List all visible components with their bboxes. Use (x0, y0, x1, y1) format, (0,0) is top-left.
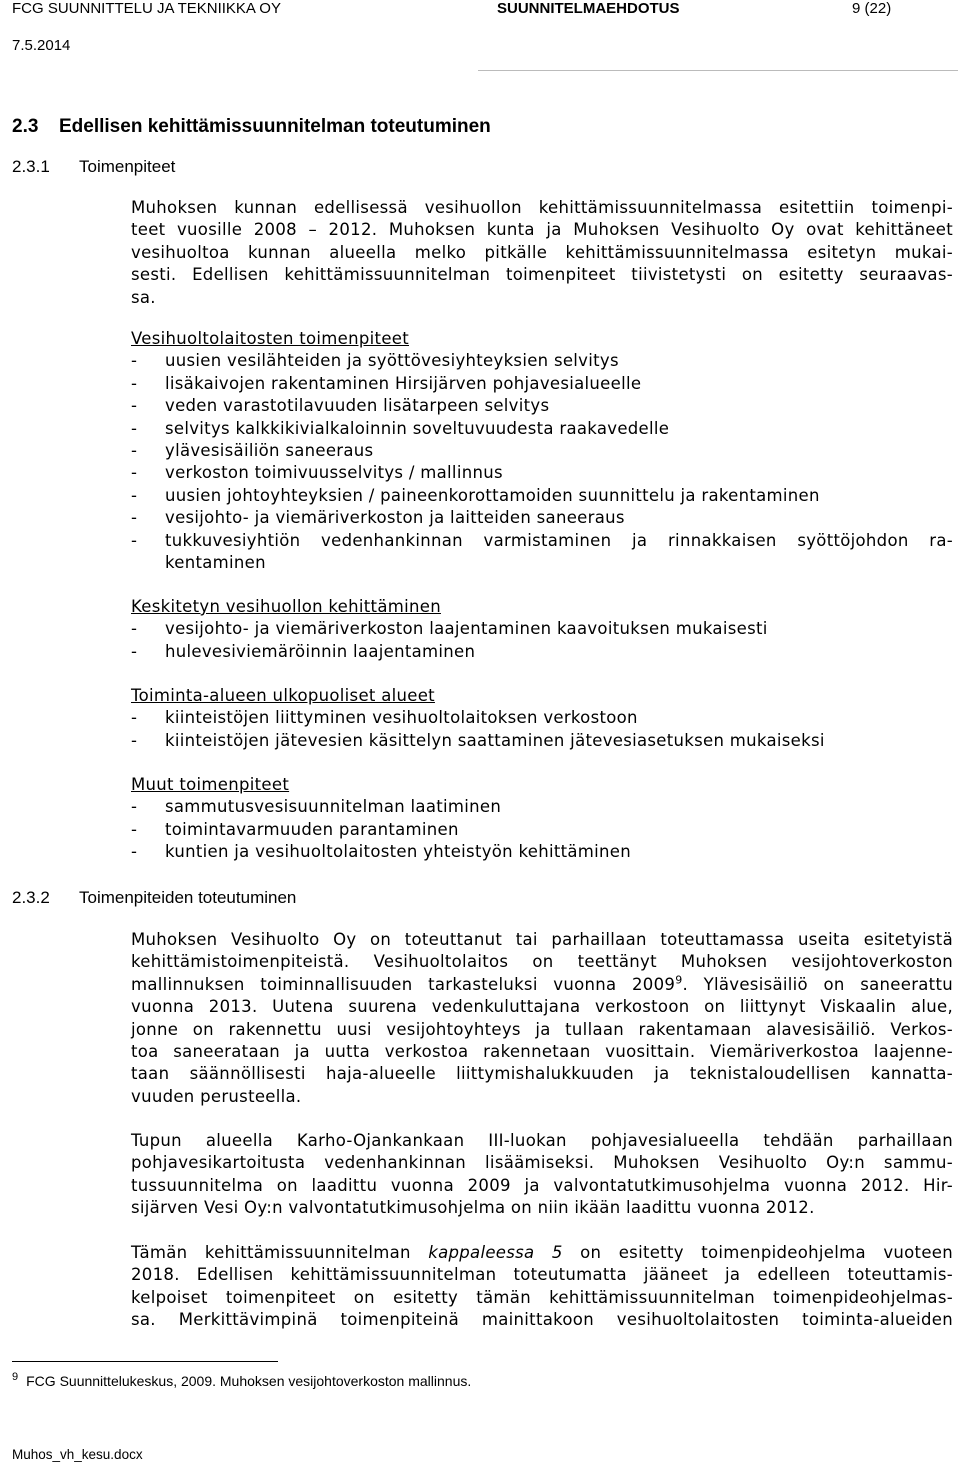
list-item: - uusien vesilähteiden ja syöttövesiyhteyksien selvitys (131, 351, 619, 371)
subsection-heading-toteutuminen (12, 887, 296, 909)
list-item: - veden varastotilavuuden lisätarpeen selvitys (131, 396, 550, 416)
paragraph-line: jonne on rakennettu uusi vesijohtoyhteys ja tullaan rakentamaan alavesisäiliö. Verkos- (131, 1019, 953, 1039)
paragraph-line: pohjavesikartoitusta vedenhankinnan lisäämiseksi. Muhoksen Vesihuolto Oy:n sammu- (131, 1153, 953, 1173)
list-item: - sammutusvesisuunnitelman laatiminen (131, 797, 502, 817)
list-title: Toiminta-alueen ulkopuoliset alueet (131, 686, 435, 705)
footnote-reference: 9 (675, 973, 683, 987)
subsection-title: Toimenpiteiden toteutuminen (79, 888, 297, 907)
list-item: - vesijohto- ja viemäriverkoston ja laitteiden saneeraus (131, 508, 625, 528)
footnote-mark: 9 (12, 1371, 19, 1383)
subsection-title: Toimenpiteet (79, 157, 176, 176)
list-item: - verkoston toimivuusselvitys / mallinnus (131, 463, 503, 483)
footnote-rule (12, 1361, 278, 1362)
list-item: - selvitys kalkkikivialkaloinnin soveltuvuudesta raakavedelle (131, 418, 670, 438)
header-page-number: 9 (22) (852, 0, 892, 17)
paragraph-line: sesti. Edellisen kehittämissuunnitelman toimenpiteet tiivistetysti on esitetty seuraavas- (131, 265, 953, 285)
subsection-heading-toimenpiteet (12, 156, 175, 178)
list-item: - vesijohto- ja viemäriverkoston laajentaminen kaavoituksen mukaisesti (131, 619, 768, 639)
list-toiminta-alueen-ulkopuoliset-alueet (131, 685, 953, 752)
subsection-number: 2.3.1 (12, 157, 50, 176)
paragraph-line: kelpoiset toimenpiteet on esitetty tämän kehittämissuunnitelman toimenpideohjelmas- (131, 1287, 953, 1307)
section-heading (12, 115, 491, 139)
section-number: 2.3 (12, 116, 39, 137)
paragraph-line: toa saneerataan ja uutta verkostoa rakennetaan vuosittain. Viemäriverkostoa laajenne- (131, 1041, 953, 1061)
paragraph-line: vuonna 2013. Uutena suurena vedenkuluttajana verkostoon on liittynyt Viskaalin alue, (131, 997, 953, 1017)
subsection-number: 2.3.2 (12, 888, 50, 907)
header-document-type: SUUNNITELMAEHDOTUS (497, 0, 680, 17)
list-item: - lisäkaivojen rakentaminen Hirsijärven pohjavesialueelle (131, 373, 642, 393)
footnote-text: FCG Suunnittelukeskus, 2009. Muhoksen vesijohtoverkoston mallinnus. (26, 1373, 472, 1389)
paragraph-tupun-alue (131, 1130, 953, 1220)
list-item: - kiinteistöjen liittyminen vesihuoltolaitoksen verkostoon (131, 708, 638, 728)
section-title: Edellisen kehittämissuunnitelman toteutuminen (59, 116, 491, 137)
list-item: - kiinteistöjen jätevesien käsittelyn saattaminen jätevesiasetuksen mukaiseksi (131, 730, 825, 750)
list-item: - uusien johtoyhteyksien / paineenkorottamoiden suunnittelu ja rakentaminen (131, 485, 820, 505)
list-item: - hulevesiviemäröinnin laajentaminen (131, 641, 476, 661)
header-date: 7.5.2014 (12, 37, 71, 54)
list-title: Muut toimenpiteet (131, 775, 290, 794)
paragraph-line: vuuden perusteella. (131, 1086, 302, 1106)
footer-filename: Muhos_vh_kesu.docx (12, 1447, 143, 1462)
paragraph-line-with-italic: Tämän kehittämissuunnitelman kappaleessa 5 on esitetty toimenpideohjelma vuoteen (131, 1243, 953, 1262)
paragraph-line: teet vuosille 2008 – 2012. Muhoksen kunta ja Muhoksen Vesihuolto Oy ovat kehittäneet (131, 220, 953, 240)
list-title: Keskitetyn vesihuollon kehittäminen (131, 597, 441, 616)
paragraph-line: 2018. Edellisen kehittämissuunnitelman toteutumatta jääneet ja edelleen toteuttamis- (131, 1265, 953, 1285)
paragraph-line: Muhoksen Vesihuolto Oy on toteuttanut tai parhaillaan toteuttamassa useita esitetyistä (131, 930, 953, 949)
italic-reference: kappaleessa 5 (428, 1243, 563, 1262)
intro-paragraph (131, 197, 953, 309)
paragraph-line: vesihuoltoa kunnan alueella melko pitkälle kehittämissuunnitelmassa esitetyn mukai- (131, 242, 953, 262)
footnote (12, 1372, 471, 1390)
list-title: Vesihuoltolaitosten toimenpiteet (131, 329, 409, 348)
list-vesihuoltolaitosten-toimenpiteet (131, 328, 953, 574)
list-item: - tukkuvesiyhtiön vedenhankinnan varmistaminen ja rinnakkaisen syöttöjohdon ra- (131, 530, 953, 550)
paragraph-line: sa. (131, 287, 156, 307)
list-item: - ylävesisäiliön saneeraus (131, 440, 374, 460)
paragraph-toimenpideohjelma (131, 1242, 953, 1332)
paragraph-line: kehittämistoimenpiteistä. Vesihuoltolaitos on teettänyt Muhoksen vesijohtoverkoston (131, 952, 953, 972)
paragraph-line: sa. Merkittävimpinä toimenpiteinä mainittakoon vesihuoltolaitosten toiminta-alueiden (131, 1310, 953, 1330)
list-muut-toimenpiteet (131, 774, 953, 864)
paragraph-line: taan säännöllisesti haja-alueelle liittymishalukkuuden ja teknistaloudellisen kannatta- (131, 1064, 953, 1084)
paragraph-line: Tupun alueella Karho-Ojankankaan III-luokan pohjavesialueella tehdään parhaillaan (131, 1131, 953, 1150)
list-item: - toimintavarmuuden parantaminen (131, 819, 459, 839)
paragraph-toteutuminen (131, 929, 953, 1108)
list-item: - kuntien ja vesihuoltolaitosten yhteistyön kehittäminen (131, 842, 632, 862)
list-item-continuation: kentaminen (165, 552, 266, 572)
paragraph-line: tussuunnitelma on laadittu vuonna 2009 ja valvontatutkimusohjelma vuonna 2012. Hir- (131, 1175, 953, 1195)
list-keskitetyn-vesihuollon-kehittaminen (131, 596, 953, 663)
paragraph-line-with-footnote: mallinnuksen toiminnallisuuden tarkasteluksi vuonna 2009$^9$. Ylävesisäiliö on saneerattu (131, 973, 953, 994)
header-rule (478, 70, 958, 71)
paragraph-line: sijärven Vesi Oy:n valvontatutkimusohjelma on niin ikään laadittu vuonna 2012. (131, 1198, 815, 1218)
paragraph-line: Muhoksen kunnan edellisessä vesihuollon kehittämissuunnitelmassa esitettiin toimenpi- (131, 198, 953, 217)
header-company: FCG SUUNNITTELU JA TEKNIIKKA OY (12, 0, 281, 17)
